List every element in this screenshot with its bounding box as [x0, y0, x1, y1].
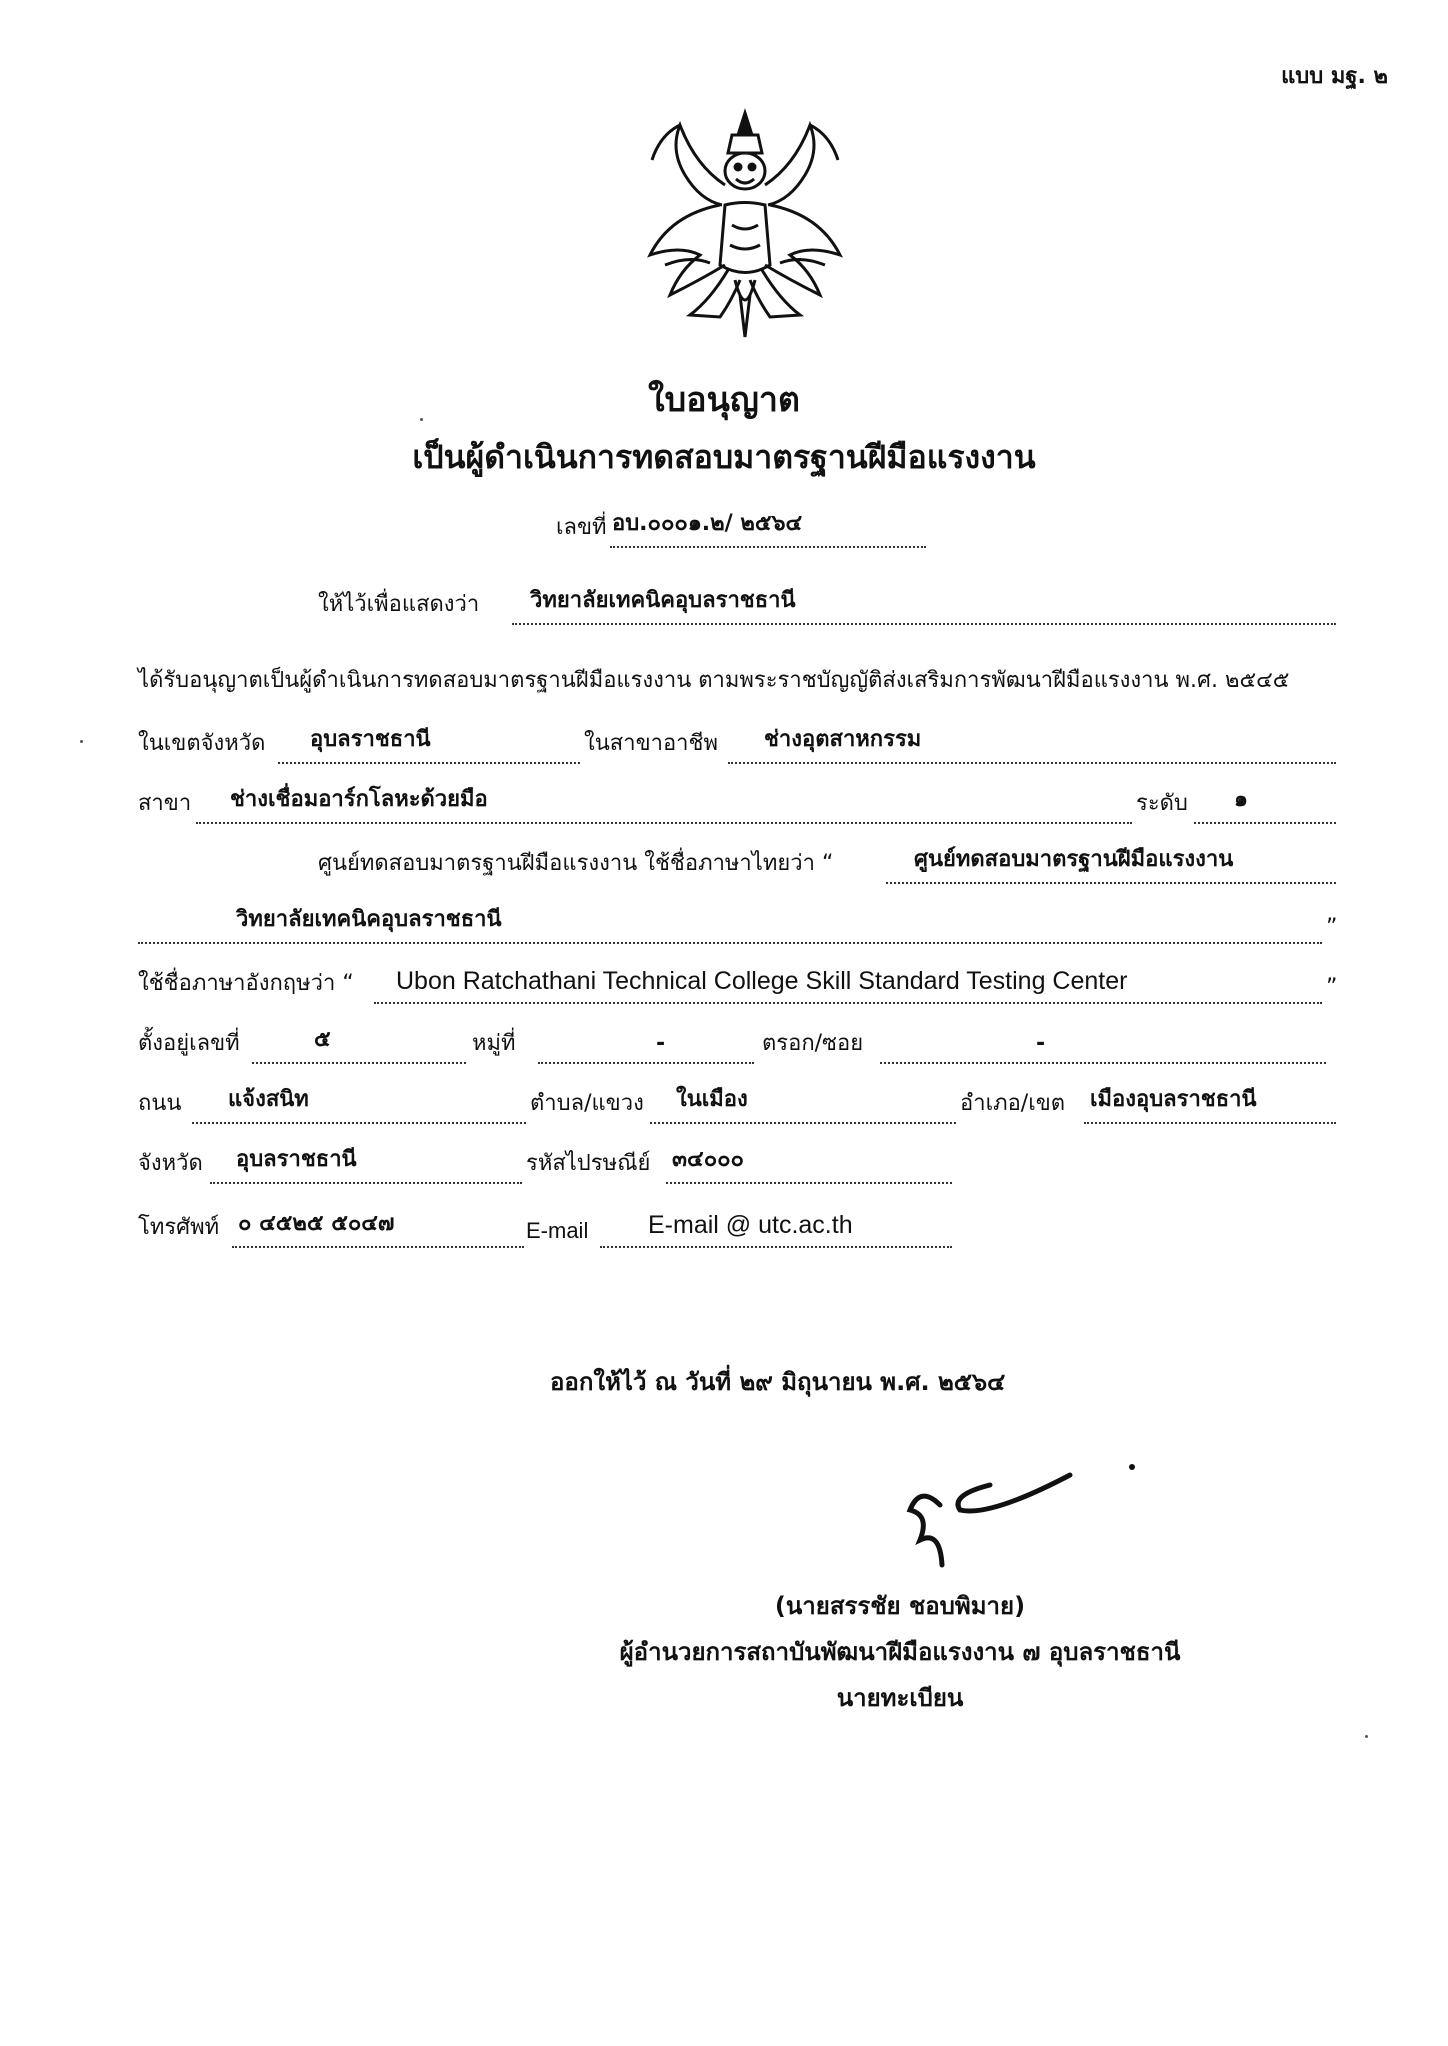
address-row-1 — [0, 1024, 1448, 1064]
occupation-field — [728, 726, 1336, 764]
signer-position: ผู้อำนวยการสถาบันพัฒนาฝีมือแรงงาน ๗ อุบลราชธานี — [619, 1638, 1181, 1666]
signature-block — [560, 1583, 1240, 1721]
road-field — [192, 1086, 526, 1124]
scan-speck — [1365, 1735, 1368, 1738]
english-name-close-quote: ” — [1326, 975, 1338, 1000]
road-value: แจ้งสนิท — [228, 1087, 309, 1112]
license-number-row — [0, 508, 1448, 548]
district-value: เมืองอุบลราชธานี — [1090, 1087, 1257, 1112]
moo-label: หมู่ที่ — [472, 1031, 516, 1056]
garuda-emblem-icon — [640, 105, 850, 345]
signer-role: นายทะเบียน — [836, 1684, 964, 1712]
address-row-2 — [0, 1084, 1448, 1124]
thai-name-value-line2: วิทยาลัยเทคนิคอุบลราชธานี — [236, 907, 502, 932]
org-name-field — [512, 587, 1336, 625]
license-number-label: เลขที่ — [556, 515, 607, 540]
postcode-value: ๓๔๐๐๐ — [672, 1147, 744, 1172]
phone-field — [232, 1210, 524, 1248]
scan-speck — [80, 740, 83, 743]
level-label: ระดับ — [1136, 791, 1188, 816]
level-field — [1194, 786, 1336, 824]
thai-name-field-line1 — [886, 846, 1336, 884]
addr-province-field — [210, 1146, 522, 1184]
english-name-value: Ubon Ratchathani Technical College Skill Standard Testing Center — [396, 967, 1128, 995]
house-no-field — [252, 1026, 466, 1064]
email-label: E-mail — [526, 1218, 589, 1243]
branch-level-row — [0, 784, 1448, 824]
province-occupation-row — [0, 724, 1448, 764]
license-number-field — [610, 510, 926, 548]
contact-row — [0, 1208, 1448, 1248]
province-value: อุบลราชธานี — [310, 727, 431, 752]
license-number-value: อบ.๐๐๐๑.๒/ ๒๕๖๔ — [612, 511, 803, 536]
occupation-value: ช่างอุตสาหกรรม — [764, 727, 922, 752]
province-label: ในเขตจังหวัด — [138, 731, 266, 756]
signature-mark — [880, 1455, 1160, 1585]
thai-name-field-line2 — [138, 906, 1322, 944]
alley-label: ตรอก/ซอย — [762, 1031, 864, 1056]
signer-name: (นายสรรชัย ชอบพิมาย) — [774, 1592, 1026, 1620]
house-no-label: ตั้งอยู่เลขที่ — [138, 1031, 240, 1056]
postcode-label: รหัสไปรษณีย์ — [526, 1151, 651, 1176]
authorization-statement: ได้รับอนุญาตเป็นผู้ดำเนินการทดสอบมาตรฐานฝีมือแรงงาน ตามพระราชบัญญัติส่งเสริมการพัฒนาฝีมือแรงงาน พ.ศ. ๒๕๔๕ — [138, 668, 1290, 693]
phone-value: ๐ ๔๕๒๕ ๕๐๔๗ — [238, 1211, 395, 1236]
subdistrict-label: ตำบล/แขวง — [530, 1091, 644, 1116]
level-value: ๑ — [1234, 787, 1248, 812]
phone-label: โทรศัพท์ — [138, 1215, 220, 1240]
subdistrict-value: ในเมือง — [676, 1087, 748, 1112]
province-field — [278, 726, 580, 764]
thai-name-value-line1: ศูนย์ทดสอบมาตรฐานฝีมือแรงงาน — [914, 847, 1234, 872]
alley-field — [880, 1026, 1326, 1064]
moo-value: - — [656, 1031, 666, 1056]
email-field — [600, 1210, 952, 1248]
address-row-3 — [0, 1144, 1448, 1184]
thai-name-row-2 — [0, 904, 1448, 944]
district-field — [1084, 1086, 1336, 1124]
branch-label: สาขา — [138, 791, 192, 816]
addr-province-value: อุบลราชธานี — [236, 1147, 357, 1172]
branch-field — [196, 786, 1132, 824]
certify-row — [0, 585, 1448, 625]
english-name-row — [0, 964, 1448, 1004]
moo-field — [538, 1026, 754, 1064]
thai-name-close-quote: ” — [1326, 915, 1338, 940]
certify-label: ให้ไว้เพื่อแสดงว่า — [318, 592, 480, 617]
district-label: อำเภอ/เขต — [960, 1091, 1066, 1116]
license-title: ใบอนุญาต — [648, 380, 800, 420]
email-value: E-mail @ utc.ac.th — [648, 1211, 853, 1239]
thai-name-row — [0, 844, 1448, 884]
org-name-value: วิทยาลัยเทคนิคอุบลราชธานี — [530, 588, 796, 613]
occupation-label: ในสาขาอาชีพ — [584, 731, 718, 756]
form-code: แบบ มฐ. ๒ — [1281, 64, 1388, 89]
alley-value: - — [1036, 1031, 1046, 1056]
road-label: ถนน — [138, 1091, 182, 1116]
english-name-field — [374, 966, 1322, 1004]
branch-value: ช่างเชื่อมอาร์กโลหะด้วยมือ — [230, 787, 488, 812]
thai-name-label: ศูนย์ทดสอบมาตรฐานฝีมือแรงงาน ใช้ชื่อภาษาไทยว่า “ — [318, 851, 834, 876]
house-no-value: ๕ — [314, 1027, 331, 1052]
addr-province-label: จังหวัด — [138, 1151, 203, 1176]
postcode-field — [666, 1146, 952, 1184]
license-subtitle: เป็นผู้ดำเนินการทดสอบมาตรฐานฝีมือแรงงาน — [412, 438, 1036, 476]
english-name-label: ใช้ชื่อภาษาอังกฤษว่า “ — [138, 971, 354, 996]
issue-date: ออกให้ไว้ ณ วันที่ ๒๙ มิถุนายน พ.ศ. ๒๕๖๔ — [550, 1368, 1006, 1396]
scan-speck — [420, 418, 423, 421]
subdistrict-field — [650, 1086, 956, 1124]
